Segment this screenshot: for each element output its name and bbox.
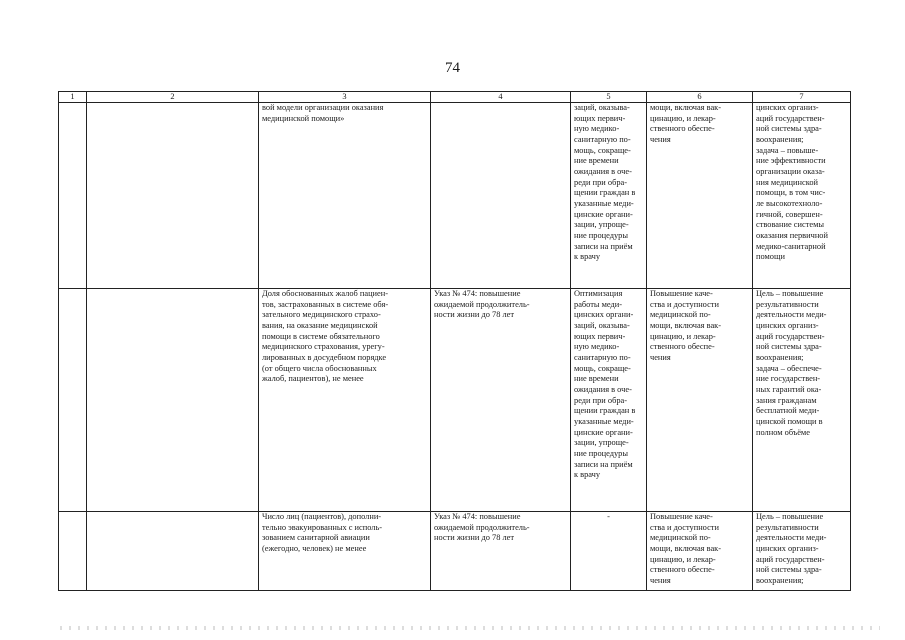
indicator-cell: Доля обоснованных жалоб пациен- тов, застрахованных в системе обя- зательного медицинского страхо- вания, на оказание медицинской помощи в системе обязательного медицинского страхования, урегу- лированных в досудебном порядке (от общего числа обоснованных жалоб, пациентов), не менее (259, 289, 431, 512)
task-cell: - (571, 512, 647, 591)
decree-cell: Указ № 474: повышение ожидаемой продолжитель- ности жизни до 78 лет (431, 512, 571, 591)
scan-edge-marks (60, 626, 880, 630)
program-goal-cell: Цель – повышение результативности деятельности меди- цинских организ- аций государствен- ной системы здра- воохранения; (753, 512, 851, 591)
program-goal-cell: цинских организ- аций государствен- ной системы здра- воохранения; задача – повыше- ние эффективности организации оказа- ния медицинской помощи, в том чис- ле высокотехноло- гичной, совершен- ствование системы оказания первичной медико-санитарной помощи (753, 103, 851, 289)
table-row (59, 103, 851, 289)
task-cell: Оптимизация работы меди- цинских органи- заций, оказыва- ющих первич- ную медико- санитарную по- мощь, сокраще- ние времени ожидания в оче- реди при обра- щении граждан в указанные меди- цинские органи- зации, упроще- ние процедуры записи на приём к врачу (571, 289, 647, 512)
column-number-2: 2 (87, 92, 259, 103)
column-number-3: 3 (259, 92, 431, 103)
indicator-cell: Число лиц (пациентов), дополни- тельно эвакуированных с исполь- зованием санитарной авиации (ежегодно, человек) не менее (259, 512, 431, 591)
document-table (58, 91, 851, 591)
decree-cell (431, 103, 571, 289)
goal-cell: Повышение каче- ства и доступности медицинской по- мощи, включая вак- цинацию, и лекар- ственного обеспе- чения (647, 512, 753, 591)
indicator-cell: вой модели организации оказания медицинской помощи» (259, 103, 431, 289)
table-cell (59, 103, 87, 289)
goal-cell: Повышение каче- ства и доступности медицинской по- мощи, включая вак- цинацию, и лекар- ственного обеспе- чения (647, 289, 753, 512)
table-header-row (59, 92, 851, 103)
table-cell (87, 103, 259, 289)
table-cell (87, 512, 259, 591)
task-cell: заций, оказыва- ющих первич- ную медико- санитарную по- мощь, сокраще- ние времени ожидания в оче- реди при обра- щении граждан в указанные меди- цинские органи- зации, упроще- ние процедуры записи на приём к врачу (571, 103, 647, 289)
program-goal-cell: Цель – повышение результативности деятельности меди- цинских организ- аций государствен- ной системы здра- воохранения; задача – обеспече- ние государствен- ных гарантий ока- зания гражданам бесплатной меди- цинской помощи в полном объёме (753, 289, 851, 512)
column-number-6: 6 (647, 92, 753, 103)
table-row (59, 289, 851, 512)
column-number-7: 7 (753, 92, 851, 103)
table-row (59, 512, 851, 591)
goal-cell: мощи, включая вак- цинацию, и лекар- ственного обеспе- чения (647, 103, 753, 289)
column-number-4: 4 (431, 92, 571, 103)
page-number: 74 (445, 60, 460, 76)
column-number-5: 5 (571, 92, 647, 103)
column-number-1: 1 (59, 92, 87, 103)
table-cell (59, 512, 87, 591)
table-cell (59, 289, 87, 512)
decree-cell: Указ № 474: повышение ожидаемой продолжитель- ности жизни до 78 лет (431, 289, 571, 512)
table-cell (87, 289, 259, 512)
